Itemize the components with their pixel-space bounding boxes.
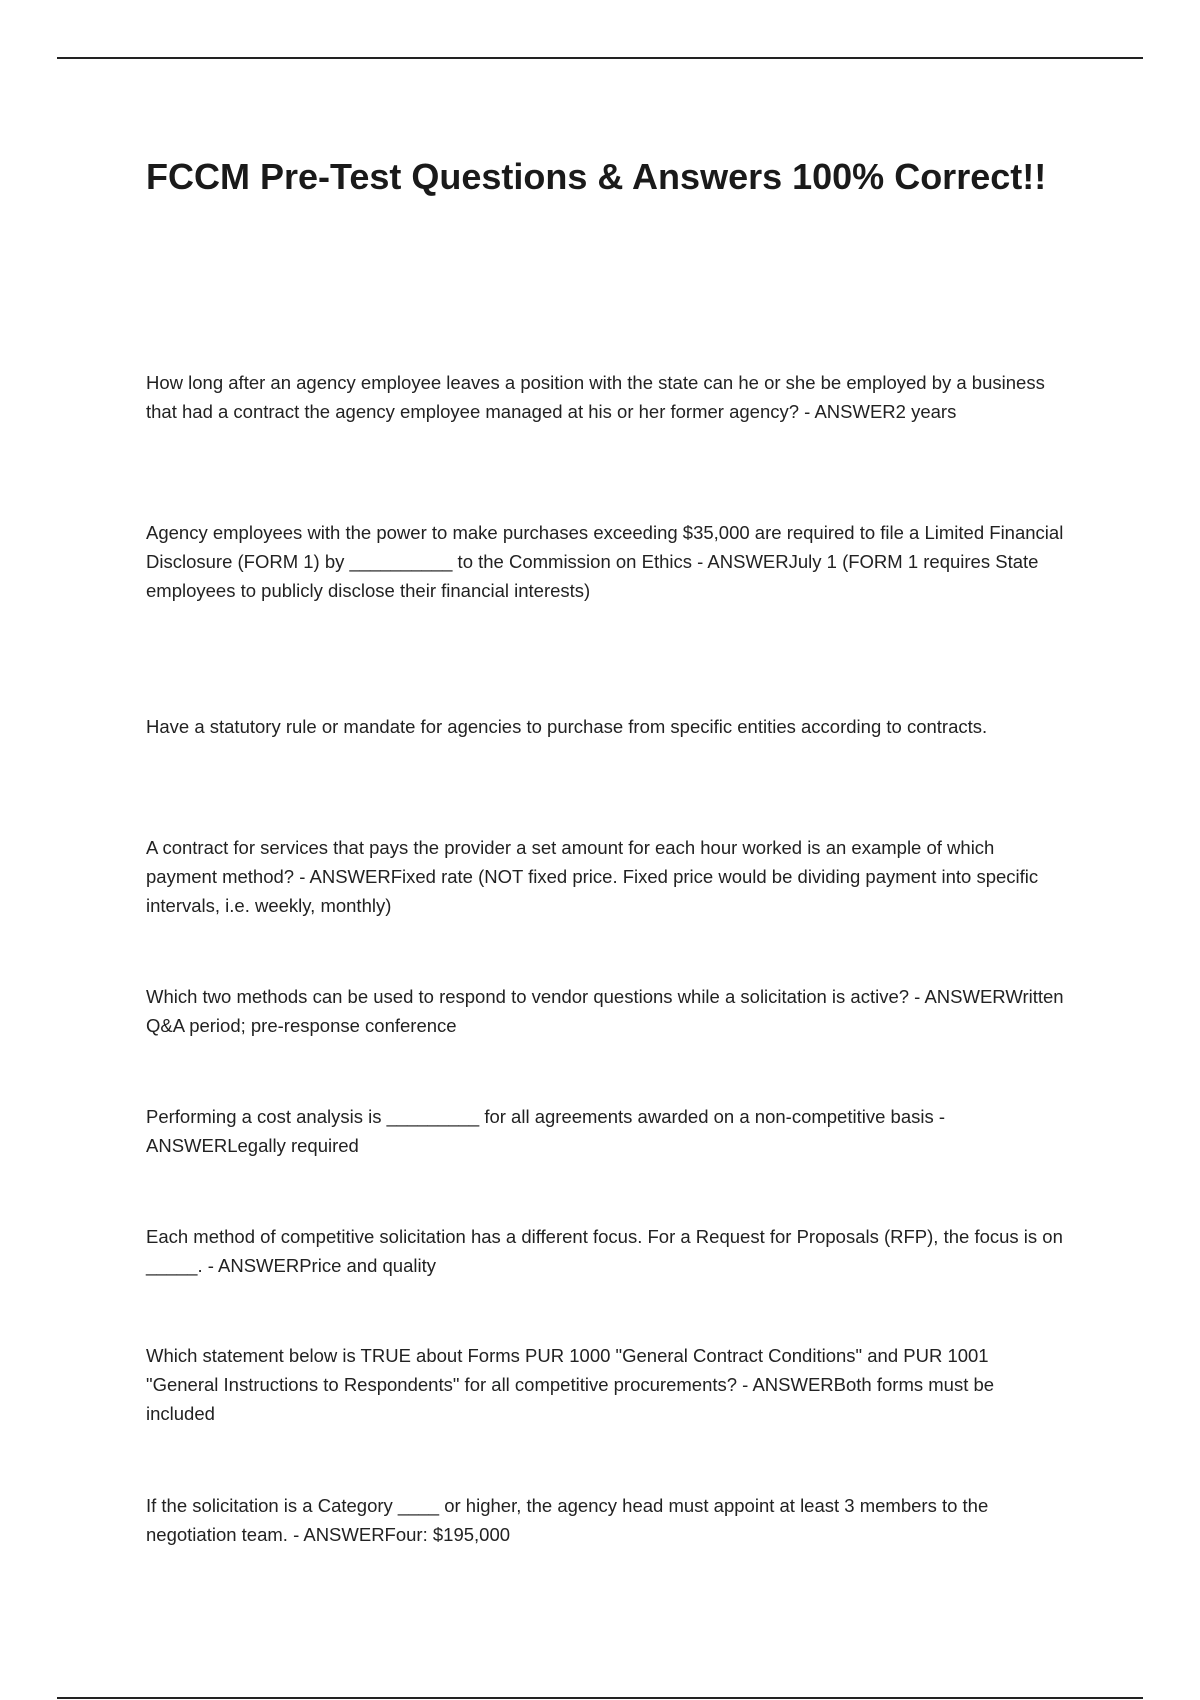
qa-item-2: Agency employees with the power to make purchases exceeding $35,000 are required to file a Limited Financial Disclosure (FORM 1) by __________ to the Commission on Ethics - ANSWERJuly 1 (FORM 1 requires State employees to publicly disclose their financial interests): [146, 522, 1064, 601]
qa-item-8: Which statement below is TRUE about Forms PUR 1000 "General Contract Conditions" and PUR 1001 "General Instructions to Respondents" for all competitive procurements? - ANSWERBoth forms must be included: [146, 1345, 995, 1424]
qa-item-9: If the solicitation is a Category ____ or higher, the agency head must appoint at least 3 members to the negotiation team. - ANSWERFour: $195,000: [146, 1495, 989, 1545]
top-rule: [57, 57, 1143, 59]
qa-item-3: Have a statutory rule or mandate for agencies to purchase from specific entities according to contracts.: [146, 716, 988, 737]
document-title: FCCM Pre-Test Questions & Answers 100% Correct!!: [146, 156, 1047, 197]
bottom-rule: [57, 1697, 1143, 1699]
qa-item-6: Performing a cost analysis is _________ for all agreements awarded on a non-competitive basis - ANSWERLegally required: [146, 1106, 946, 1156]
qa-item-1: How long after an agency employee leaves a position with the state can he or she be employed by a business that had a contract the agency employee managed at his or her former agency? - ANSWER2 years: [146, 372, 1045, 422]
qa-item-7: Each method of competitive solicitation has a different focus. For a Request for Proposals (RFP), the focus is on _____. - ANSWERPrice and quality: [146, 1226, 1063, 1276]
qa-item-4: A contract for services that pays the provider a set amount for each hour worked is an example of which payment method? - ANSWERFixed rate (NOT fixed price. Fixed price would be dividing payment into specific intervals, i.e. weekly, monthly): [146, 837, 1039, 916]
qa-item-5: Which two methods can be used to respond to vendor questions while a solicitation is active? - ANSWERWritten Q&A period; pre-response conference: [146, 986, 1064, 1036]
